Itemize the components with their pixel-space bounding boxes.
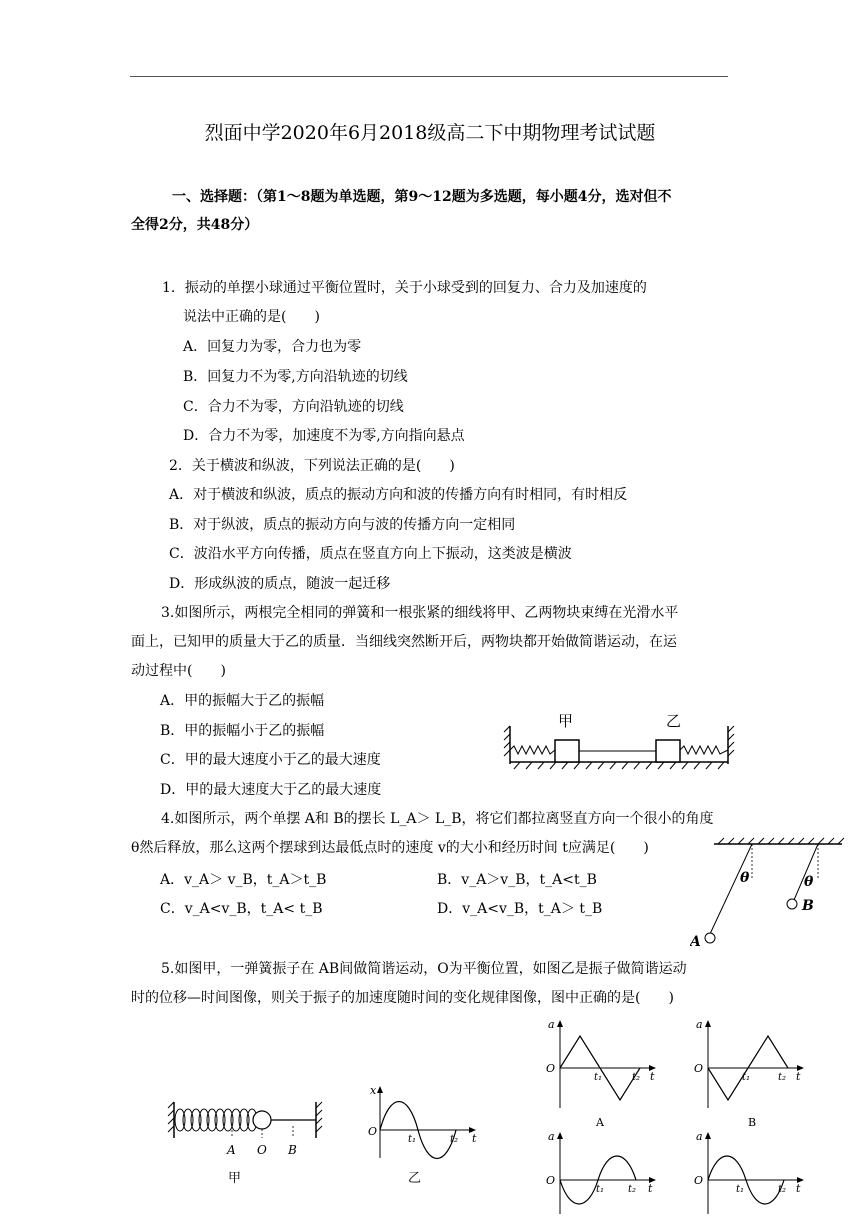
q5-b-t1: t₁: [742, 1072, 751, 1083]
q5-d-axis-t: t: [796, 1182, 801, 1195]
q2-option-a: A．对于横波和纵波，质点的振动方向和波的传播方向有时相同，有时相反: [169, 487, 628, 503]
q3-block-jia: [555, 740, 579, 762]
q4-ball-a: [705, 933, 715, 943]
q3-stem-line2: 面上，已知甲的质量大于乙的质量．当细线突然断开后，两物块都开始做简谐运动，在运: [131, 634, 677, 650]
section-heading-line2: 全得2分，共48分）: [131, 217, 259, 233]
q3-option-a: A．甲的振幅大于乙的振幅: [160, 693, 325, 709]
q4-option-c: C．v_A<v_B，t_A< t_B: [160, 901, 323, 917]
q1-option-b: B．回复力不为零,方向沿轨迹的切线: [183, 369, 408, 385]
q3-option-d: D．甲的最大速度大于乙的最大速度: [160, 782, 382, 798]
q5-caption-a: A: [596, 1116, 604, 1129]
q3-label-jia: 甲: [558, 712, 574, 730]
q5-a-axis-y: a: [548, 1018, 555, 1031]
q5-graph-a: [544, 1016, 664, 1132]
q1-stem-line1: 1．振动的单摆小球通过平衡位置时，关于小球受到的回复力、合力及加速度的: [162, 280, 647, 296]
q5-caption-yi: 乙: [408, 1171, 422, 1186]
q4-stem-line2: θ然后释放，那么这两个摆球到达最低点时的速度 v的大小和经历时间 t应满足( ): [131, 840, 649, 856]
q5-c-axis-t: t: [648, 1182, 653, 1195]
q5-d-t1: t₁: [736, 1184, 745, 1195]
q3-spring-figure: [500, 706, 740, 776]
q4-option-d: D．v_A<v_B，t_A＞ t_B: [437, 901, 603, 917]
q5-ball: [253, 1111, 271, 1129]
q5-c-origin: O: [546, 1174, 556, 1187]
q5-fig-yi: [364, 1082, 484, 1188]
q2-option-b: B．对于纵波，质点的振动方向与波的传播方向一定相同: [169, 517, 516, 533]
q3-label-yi: 乙: [666, 712, 682, 730]
q3-stem-line3: 动过程中( ): [131, 663, 226, 679]
section-heading-line1: 一、选择题：（第1～8题为单选题，第9～12题为多选题，每小题4分，选对但不: [172, 189, 672, 205]
q2-option-d: D．形成纵波的质点，随波一起迁移: [169, 576, 391, 592]
q4-label-b: B: [802, 898, 814, 914]
q5-c-t1: t₁: [596, 1184, 605, 1195]
q5-d-t2: t₂: [778, 1184, 787, 1195]
q5-yi-t2: t₂: [450, 1134, 459, 1145]
q4-option-b: B．v_A＞v_B，t_A<t_B: [437, 872, 597, 888]
q5-b-origin: O: [694, 1062, 704, 1075]
q5-a-axis-t: t: [650, 1070, 655, 1083]
q5-label-a: A: [227, 1143, 236, 1157]
q5-c-t2: t₂: [628, 1184, 637, 1195]
q3-block-yi: [656, 740, 680, 762]
q5-graph-b: [692, 1016, 812, 1132]
q5-a-origin: O: [546, 1062, 556, 1075]
q4-angle-b: θ: [804, 874, 814, 890]
q4-pendulum-figure: [690, 836, 850, 950]
q5-fig-jia: [166, 1096, 326, 1190]
q3-stem-line1: 3.如图所示，两根完全相同的弹簧和一根张紧的细线将甲、乙两物块束缚在光滑水平: [161, 605, 679, 621]
q5-a-t1: t₁: [594, 1072, 603, 1083]
q5-a-t2: t₂: [632, 1072, 641, 1083]
q5-label-b: B: [288, 1143, 297, 1157]
q5-label-o: O: [257, 1143, 267, 1157]
q4-label-a: A: [690, 934, 701, 950]
q5-b-axis-y: a: [696, 1018, 703, 1031]
q5-caption-jia: 甲: [228, 1171, 242, 1186]
header-rule: [130, 76, 728, 77]
q1-option-c: C．合力不为零，方向沿轨迹的切线: [183, 399, 404, 415]
q5-b-axis-t: t: [796, 1070, 801, 1083]
q2-stem: 2．关于横波和纵波，下列说法正确的是( ): [169, 458, 455, 474]
q1-option-a: A．回复力为零，合力也为零: [183, 339, 362, 355]
q4-option-a: A．v_A＞ v_B，t_A＞t_B: [160, 872, 327, 888]
q4-angle-a: θ: [740, 870, 750, 886]
q5-caption-b: B: [748, 1116, 757, 1129]
q5-yi-axis-y: x: [370, 1084, 377, 1097]
q5-graph-c: [544, 1128, 664, 1216]
q4-stem-line1: 4.如图所示，两个单摆 A和 B的摆长 L_A＞ L_B，将它们都拉离竖直方向一个很小的角度: [161, 811, 714, 827]
q2-option-c: C．波沿水平方向传播，质点在竖直方向上下振动，这类波是横波: [169, 546, 572, 562]
q3-option-c: C．甲的最大速度小于乙的最大速度: [160, 752, 381, 768]
q5-d-axis-y: a: [696, 1130, 703, 1143]
q1-stem-line2: 说法中正确的是( ): [183, 309, 320, 325]
q5-stem-line2: 时的位移—时间图像，则关于振子的加速度随时间的变化规律图像，图中正确的是( ): [131, 990, 674, 1006]
q5-yi-t1: t₁: [408, 1134, 417, 1145]
q5-graph-d: [692, 1128, 812, 1216]
q5-d-origin: O: [694, 1174, 704, 1187]
q5-yi-origin: O: [368, 1125, 378, 1138]
q5-stem-line1: 5.如图甲，一弹簧振子在 AB间做简谐运动，O为平衡位置，如图乙是振子做简谐运动: [161, 961, 687, 977]
q3-option-b: B．甲的振幅小于乙的振幅: [160, 723, 325, 739]
q4-ball-b: [787, 899, 797, 909]
q5-c-axis-y: a: [548, 1130, 555, 1143]
q1-option-d: D．合力不为零，加速度不为零,方向指向悬点: [183, 428, 465, 444]
q5-yi-axis-t: t: [472, 1132, 477, 1145]
page-title: 烈面中学2020年6月2018级高二下中期物理考试试题: [204, 122, 656, 144]
q5-b-t2: t₂: [778, 1072, 787, 1083]
